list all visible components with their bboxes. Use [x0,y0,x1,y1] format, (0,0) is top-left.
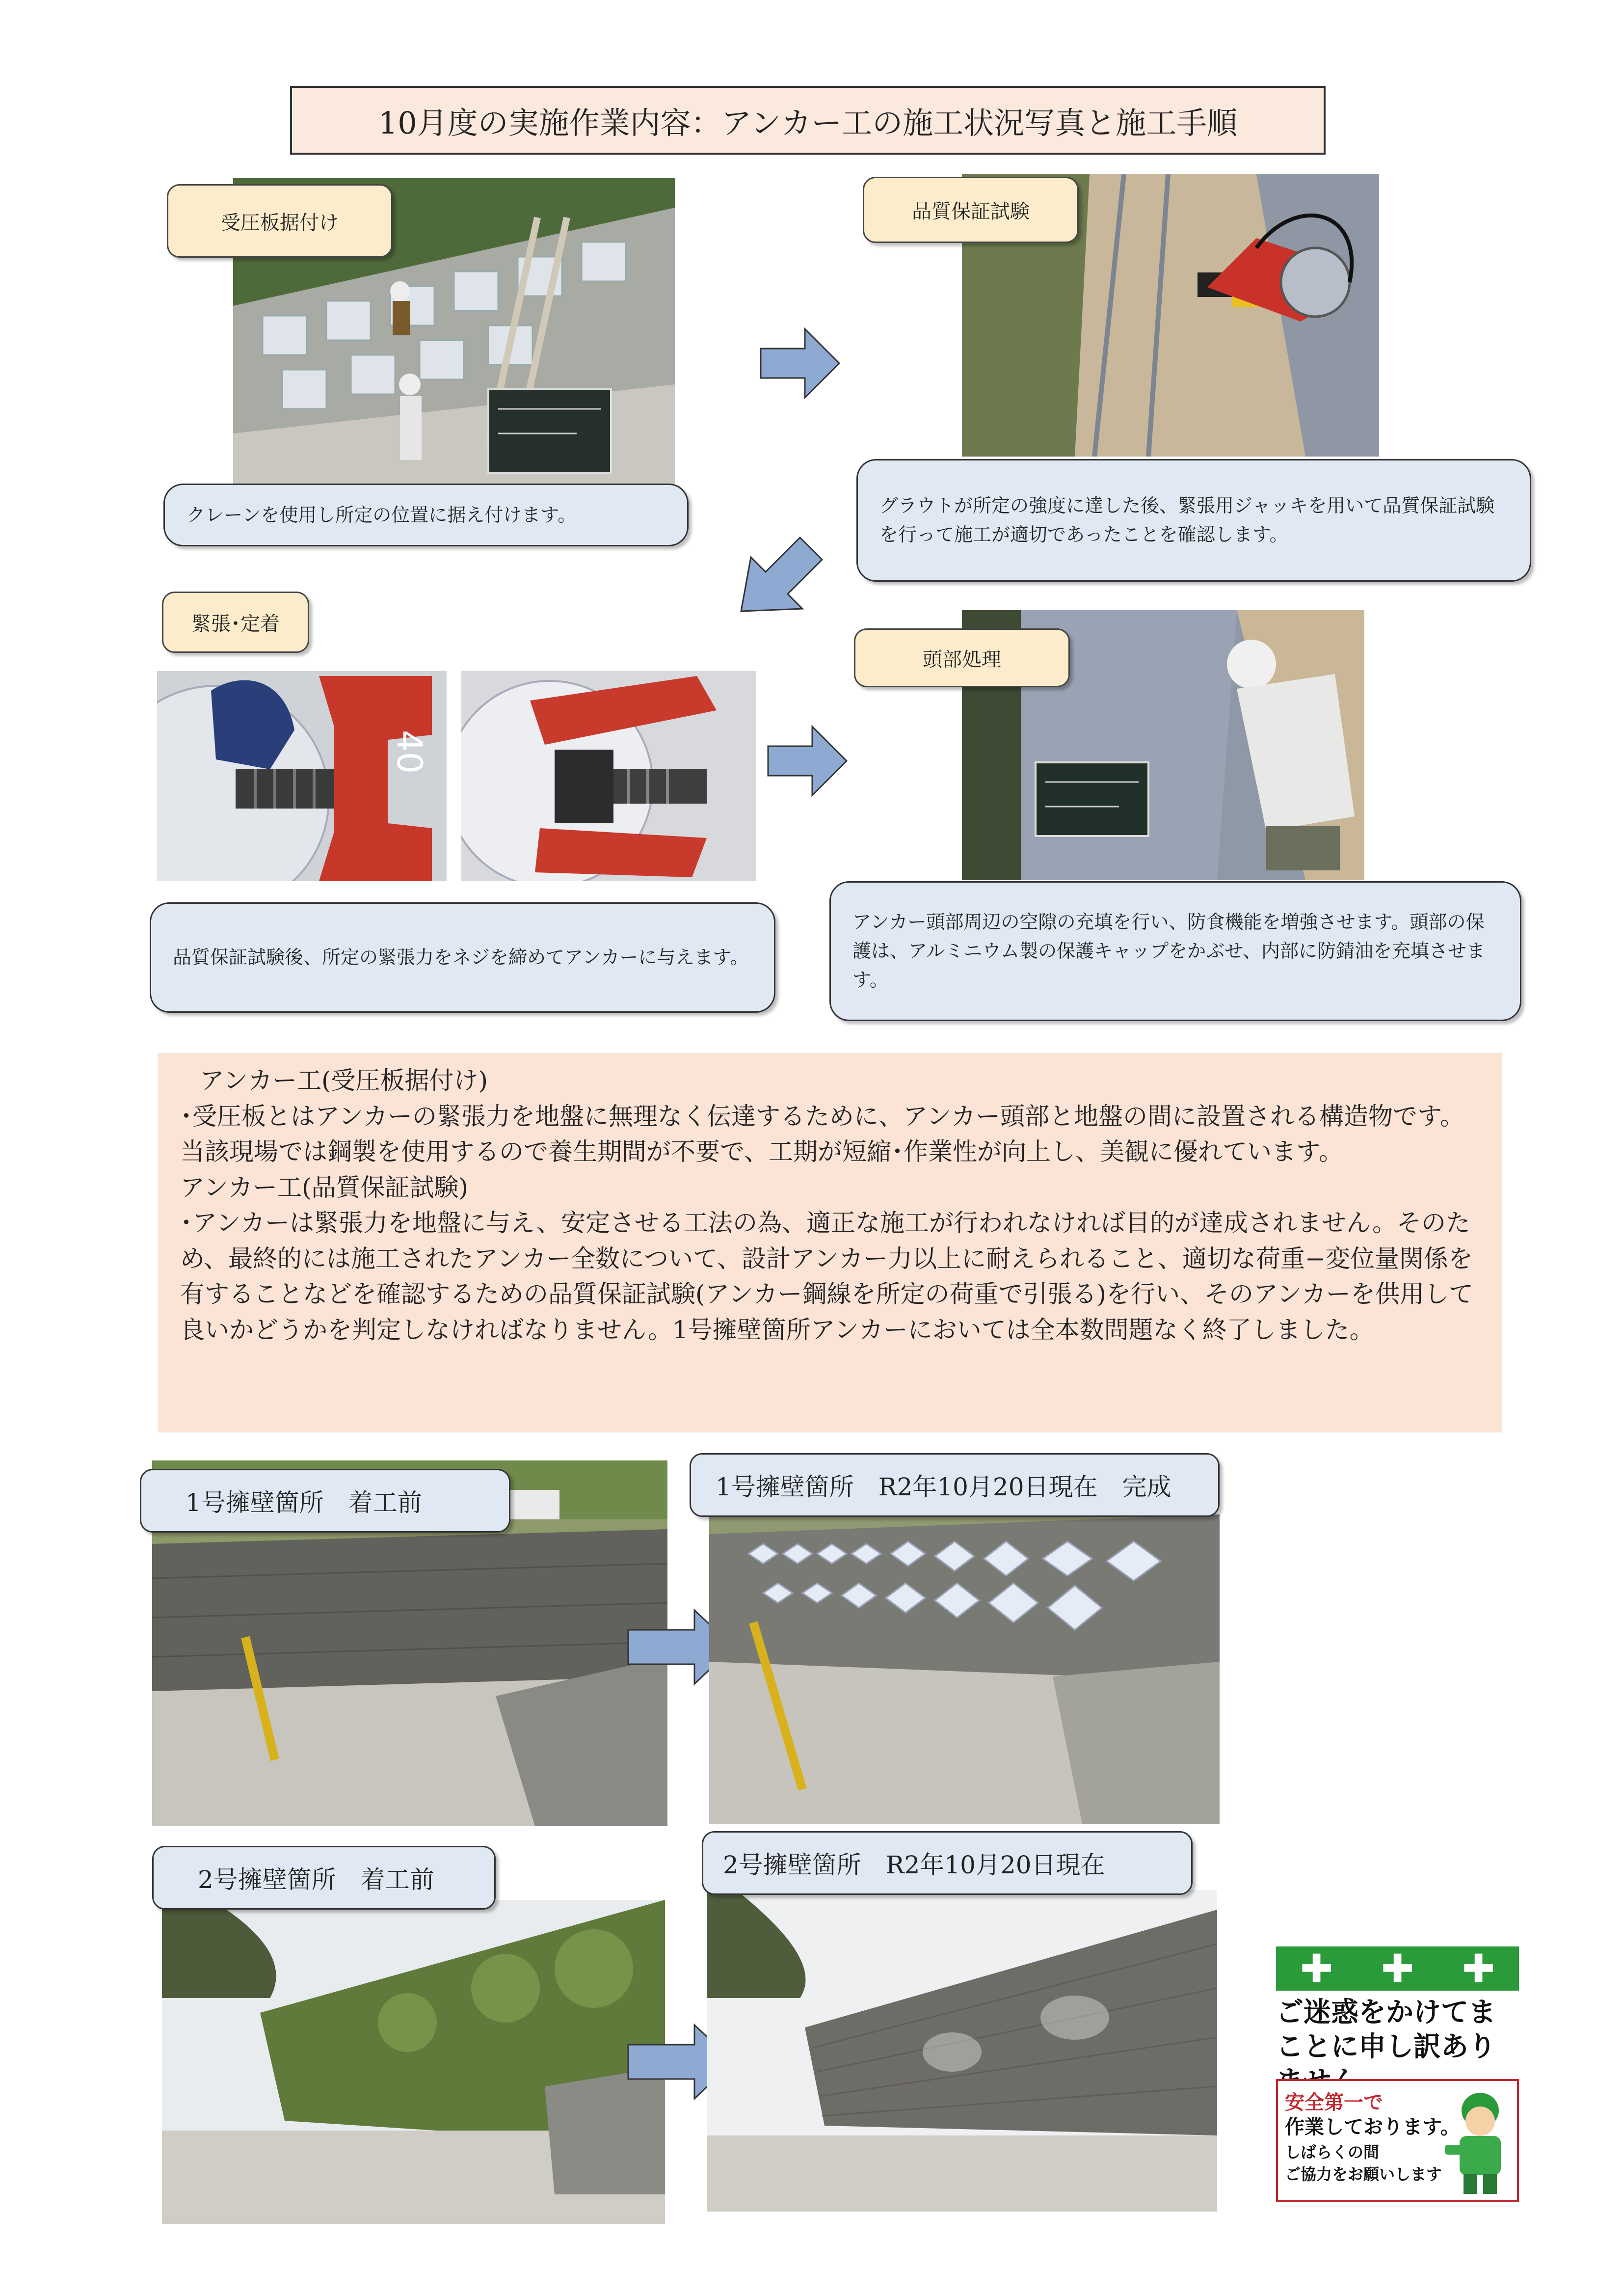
photo-tension-left [157,671,447,881]
safety-cross-banner [1276,1946,1519,1991]
label-wall1-before: 1号擁壁箇所 着工前 [140,1469,510,1533]
cross-icon: ✚ [1462,1945,1495,1992]
arrow-down-left-icon [739,533,827,616]
safety-sign [1276,1946,1519,2202]
jack-number: 40 [389,730,429,774]
caption-tension: 品質保証試験後、所定の緊張力をネジを締めてアンカーに与えます。 [173,946,749,969]
callout-plate-installation [163,484,689,546]
worker-figure-icon [1445,2091,1514,2196]
explanation-box [158,1053,1502,1432]
photo-wall2-after [707,1890,1217,2212]
cross-icon: ✚ [1381,1945,1414,1992]
safety-line-1: 安全第一で [1285,2091,1383,2114]
photo-wall2-before [162,1900,665,2224]
safety-notice-box [1276,2079,1519,2202]
photo-tension-right [461,671,756,881]
photo-wall1-after [709,1514,1220,1824]
safety-line-2: 作業しております。 [1285,2116,1460,2138]
callout-head-treatment [829,881,1521,1021]
label-wall1-after: 1号擁壁箇所 R2年10月20日現在 完成 [690,1453,1220,1517]
callout-quality-test [856,459,1531,582]
cross-icon: ✚ [1300,1945,1333,1992]
safety-line-4: ご協力をお願いします [1285,2165,1442,2184]
caption-plate-installation: クレーンを使用し所定の位置に据え付けます。 [186,504,577,526]
label-head-treatment: 頭部処理 [854,628,1070,687]
arrow-right-icon [758,326,842,400]
explanation-heading-2: アンカー工(品質保証試験) [180,1173,469,1202]
label-plate-installation: 受圧板据付け [167,184,393,258]
caption-head-treatment: アンカー頭部周辺の空隙の充填を行い、防食機能を増強させます。頭部の保護は、アルミニウム製の保護キャップをかぶせ、内部に防錆油を充填させます。 [852,911,1485,991]
explanation-body-1: ･受圧板とはアンカーの緊張力を地盤に無理なく伝達するために、アンカー頭部と地盤の間に設置される構造物です。当該現場では鋼製を使用するので養生期間が不要で、工期が短縮･作業性が向上し、美観に優れています。 [180,1102,1464,1166]
caption-quality-test: グラウトが所定の強度に達した後、緊張用ジャッキを用いて品質保証試験を行って施工が適切であったことを確認します。 [879,495,1495,545]
explanation-body-2: ･アンカーは緊張力を地盤に与え、安定させる工法の為、適正な施工が行われなければ目的が達成されません。そのため、最終的には施工されたアンカー全数について、設計アンカー力以上に耐えられること、適切な荷重−変位量関係を有することなどを確認するための品質保証試験(アンカー鋼線を所定の荷重で引張る)を行い、そのアンカーを供用して良いかどうかを判定しなければなりません。1号擁壁箇所アンカーにおいては全本数問題なく終了しました。 [180,1209,1474,1344]
label-quality-test: 品質保証試験 [863,177,1079,243]
page-title: 10月度の実施作業内容：アンカー工の施工状況写真と施工手順 [290,86,1326,155]
explanation-heading-1: アンカー工(受圧板据付け) [200,1066,488,1095]
label-wall2-before: 2号擁壁箇所 着工前 [152,1846,496,1910]
arrow-right-icon [766,724,849,798]
safety-line-3: しばらくの間 [1285,2143,1380,2161]
label-tension: 緊張･定着 [162,592,309,653]
label-wall2-after: 2号擁壁箇所 R2年10月20日現在 [702,1831,1193,1895]
callout-tension [150,902,775,1013]
safety-apology: ご迷惑をかけてまことに申し訳あり [1276,1997,1496,2063]
